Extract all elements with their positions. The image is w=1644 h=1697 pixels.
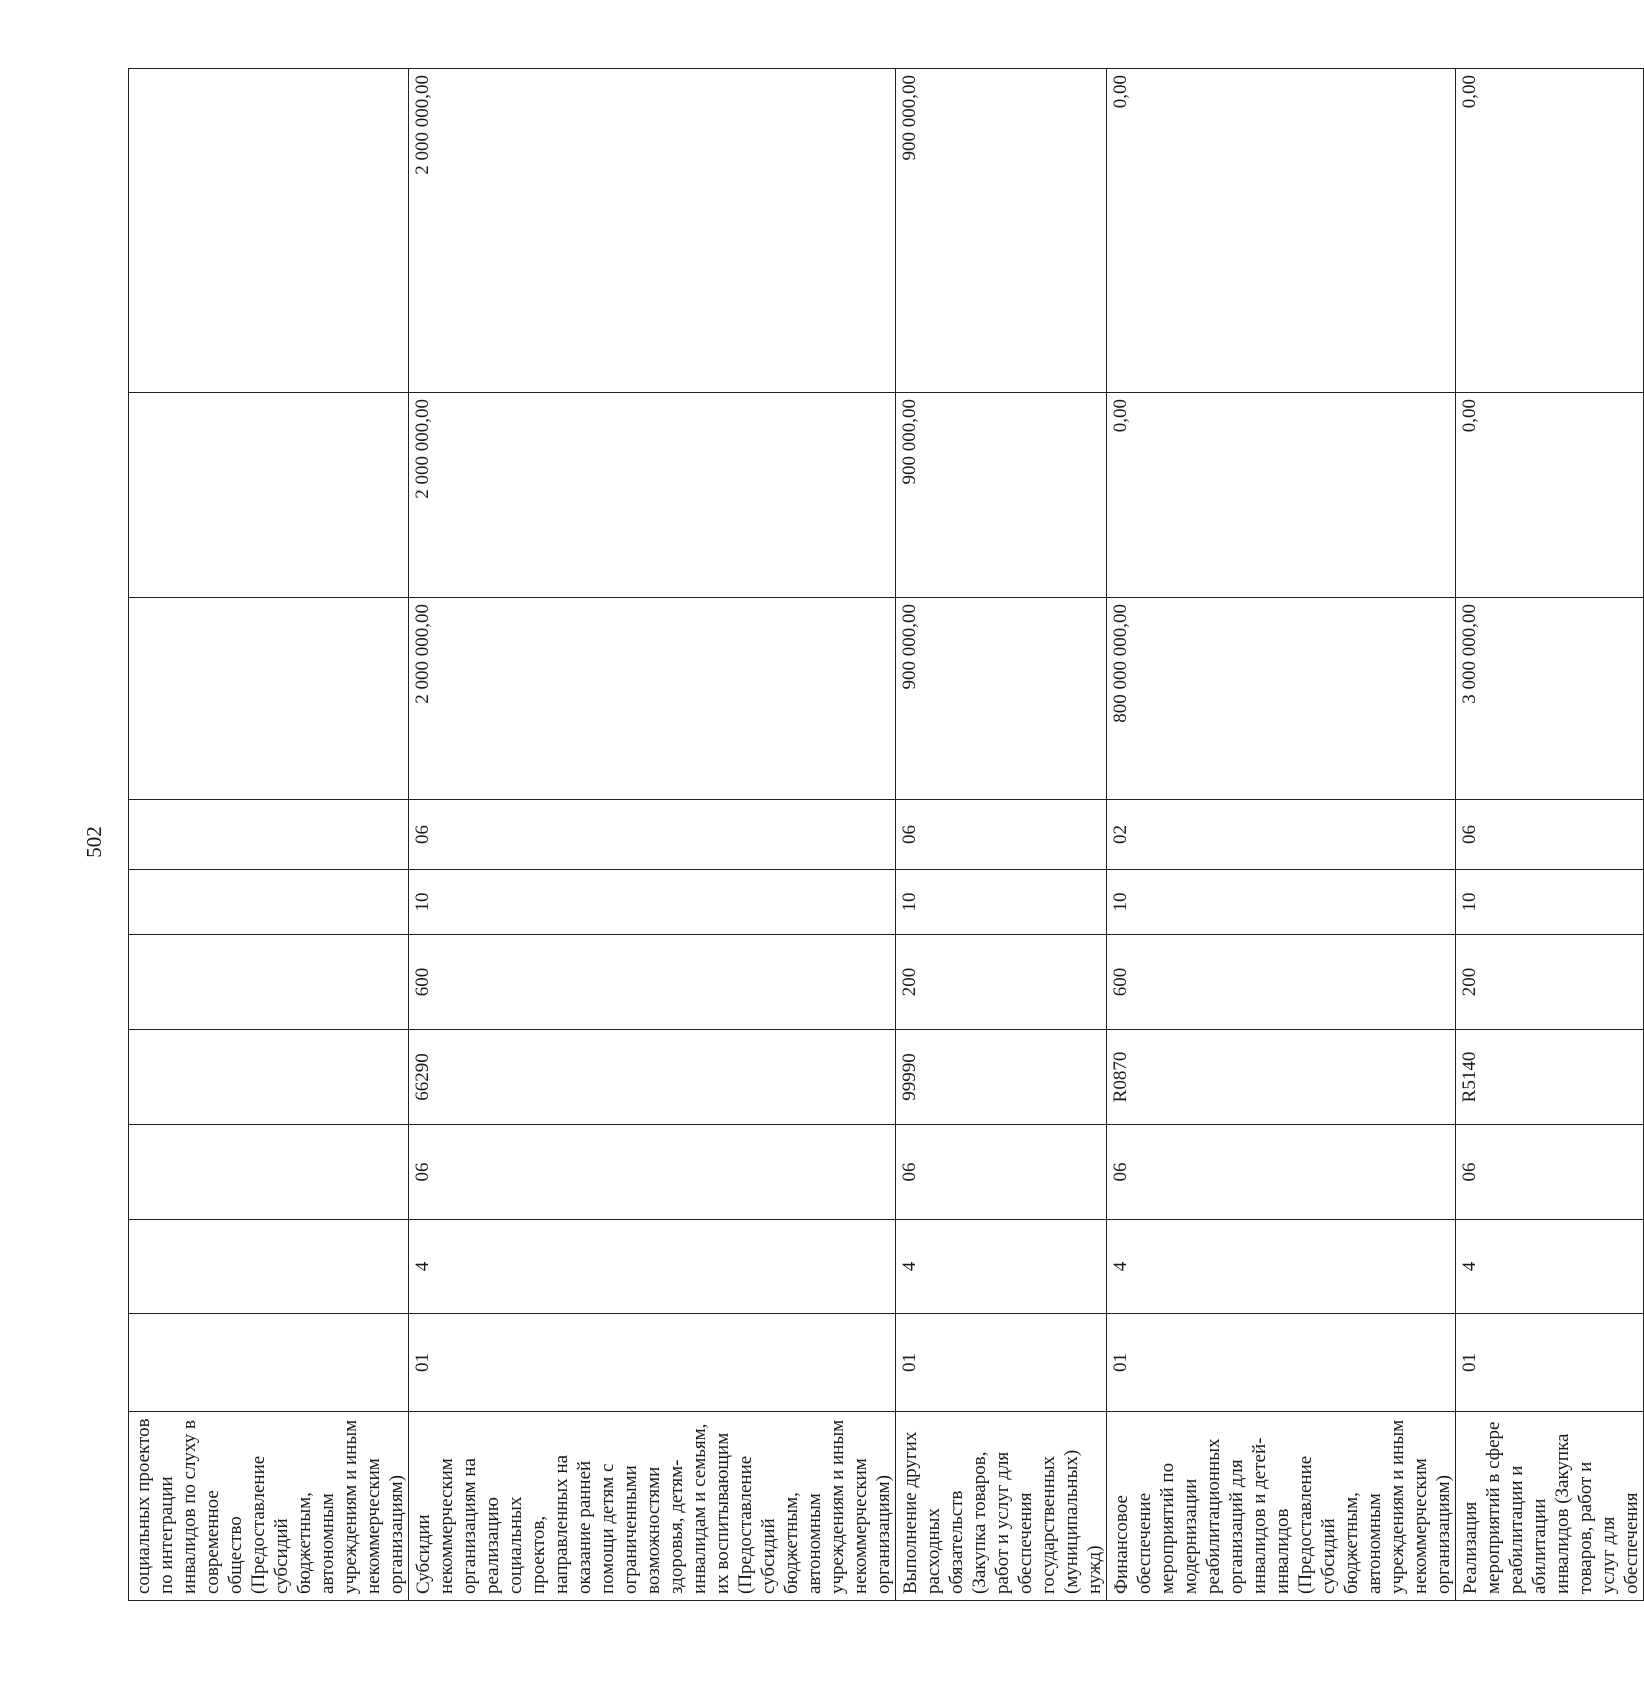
table-row — [129, 69, 409, 1601]
cell-code-7: 06 — [1456, 800, 1644, 870]
cell-code-5: 200 — [1456, 935, 1644, 1030]
cell-code-1: 01 — [409, 1314, 896, 1412]
cell-code-5: 200 — [896, 935, 1107, 1030]
budget-table-rotated — [128, 69, 1642, 1601]
cell-amount-1: 800 000 000,00 — [1107, 598, 1456, 800]
cell-amount-1: 3 000 000,00 — [1456, 598, 1644, 800]
cell-code-5: 600 — [1107, 935, 1456, 1030]
cell-code-2: 4 — [1456, 1220, 1644, 1314]
cell-code-6 — [129, 870, 409, 935]
cell-amount-3: 0,00 — [1456, 69, 1644, 393]
cell-amount-3: 2 000 000,00 — [409, 69, 896, 393]
cell-code-5: 600 — [409, 935, 896, 1030]
cell-code-1 — [129, 1314, 409, 1412]
cell-code-6: 10 — [1107, 870, 1456, 935]
cell-code-4: 99990 — [896, 1030, 1107, 1125]
row-description: Субсидии некоммерческим организациям на реализацию социальных проектов, направленных на оказание ранней помощи детям с ограниченными возможностями здоровья, детям-инвалидам и семьям, их воспитывающим (Предоставление субсидий бюджетным, автономным учреждениям и иным некоммерческим организациям) — [409, 1412, 896, 1601]
row-description: Реализация мероприятий в сфере реабилитации и абилитации инвалидов (Закупка товаров, работ и услуг для обеспечения — [1456, 1412, 1644, 1601]
cell-code-7 — [129, 800, 409, 870]
cell-code-4: 66290 — [409, 1030, 896, 1125]
cell-code-2: 4 — [1107, 1220, 1456, 1314]
cell-code-1: 01 — [1107, 1314, 1456, 1412]
table-row — [1107, 69, 1456, 1601]
cell-amount-2 — [129, 393, 409, 598]
row-description: Финансовое обеспечение мероприятий по модернизации реабилитационных организаций для инвалидов и детей-инвалидов (Предоставление субсидий бюджетным, автономным учреждениям и иным некоммерческим организациям) — [1107, 1412, 1456, 1601]
row-description: социальных проектов по интеграции инвалидов по слуху в современное общество (Предоставление субсидий бюджетным, автономным учреждениям и иным некоммерческим организациям) — [129, 1412, 409, 1601]
cell-code-6: 10 — [409, 870, 896, 935]
cell-code-6: 10 — [1456, 870, 1644, 935]
table-row — [896, 69, 1107, 1601]
cell-code-2: 4 — [896, 1220, 1107, 1314]
table-row — [1456, 69, 1644, 1601]
cell-amount-2: 2 000 000,00 — [409, 393, 896, 598]
cell-code-5 — [129, 935, 409, 1030]
cell-code-4 — [129, 1030, 409, 1125]
cell-amount-2: 0,00 — [1107, 393, 1456, 598]
cell-code-6: 10 — [896, 870, 1107, 935]
cell-code-3 — [129, 1125, 409, 1220]
row-description: Выполнение других расходных обязательств (Закупка товаров, работ и услуг для обеспечения государственных (муниципальных) нужд) — [896, 1412, 1107, 1601]
cell-amount-1: 2 000 000,00 — [409, 598, 896, 800]
cell-code-4: R0870 — [1107, 1030, 1456, 1125]
cell-code-3: 06 — [896, 1125, 1107, 1220]
cell-code-4: R5140 — [1456, 1030, 1644, 1125]
cell-amount-1 — [129, 598, 409, 800]
cell-amount-2: 0,00 — [1456, 393, 1644, 598]
cell-code-7: 02 — [1107, 800, 1456, 870]
cell-amount-3: 900 000,00 — [896, 69, 1107, 393]
cell-code-3: 06 — [1107, 1125, 1456, 1220]
cell-amount-3: 0,00 — [1107, 69, 1456, 393]
cell-code-7: 06 — [409, 800, 896, 870]
cell-code-7: 06 — [896, 800, 1107, 870]
budget-table — [128, 68, 1644, 1601]
page-number: 502 — [82, 826, 106, 858]
cell-amount-3 — [129, 69, 409, 393]
cell-code-2 — [129, 1220, 409, 1314]
cell-code-3: 06 — [1456, 1125, 1644, 1220]
table-row — [409, 69, 896, 1601]
cell-code-1: 01 — [896, 1314, 1107, 1412]
cell-code-2: 4 — [409, 1220, 896, 1314]
cell-code-3: 06 — [409, 1125, 896, 1220]
cell-code-1: 01 — [1456, 1314, 1644, 1412]
cell-amount-1: 900 000,00 — [896, 598, 1107, 800]
cell-amount-2: 900 000,00 — [896, 393, 1107, 598]
